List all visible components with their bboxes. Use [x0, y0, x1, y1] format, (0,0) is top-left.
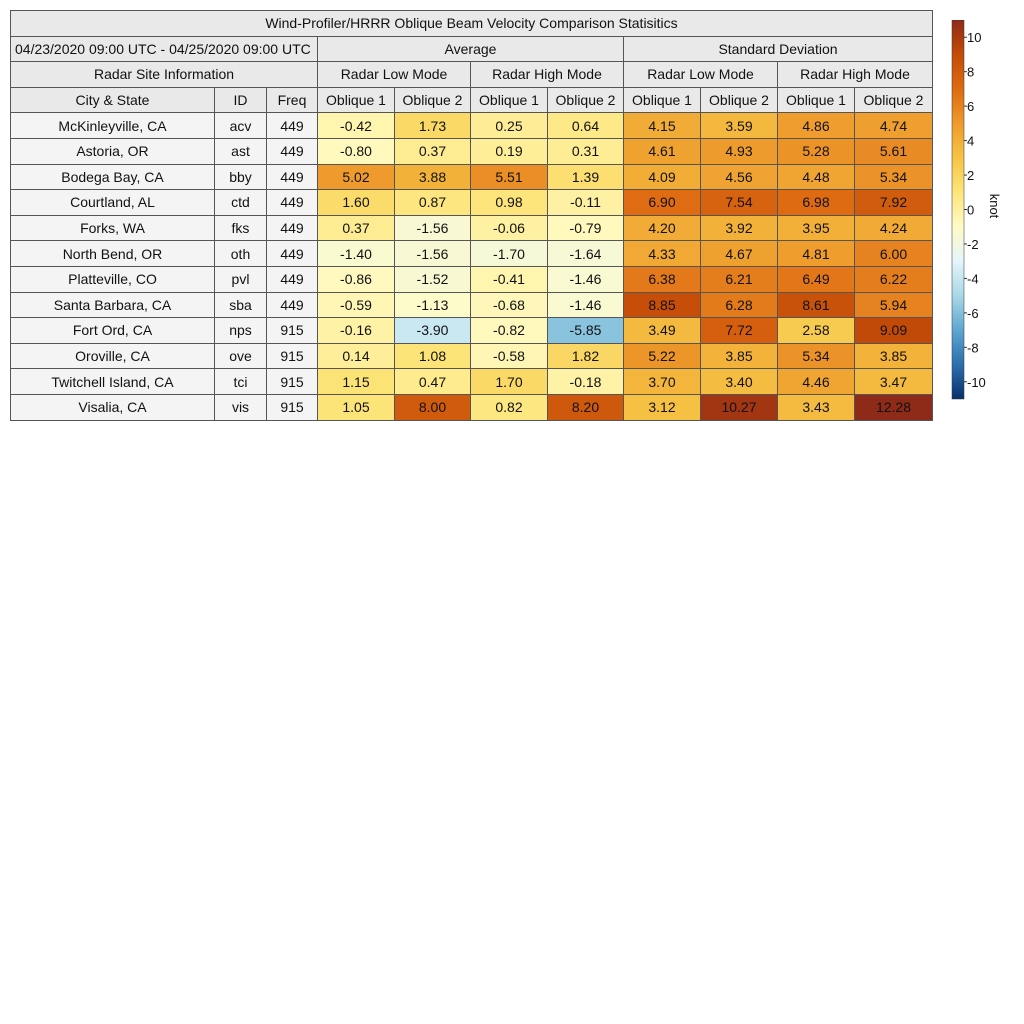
cell-freq: 449	[267, 215, 318, 241]
colorbar-label: knot	[987, 193, 1002, 219]
average-header: Average	[318, 36, 624, 62]
value-cell: 4.61	[624, 138, 701, 164]
value-cell: 3.43	[778, 394, 855, 420]
colorbar-tick-label: -6	[967, 305, 979, 321]
cell-id: nps	[215, 318, 267, 344]
value-cell: 3.92	[701, 215, 778, 241]
value-cell: -0.16	[318, 318, 395, 344]
value-cell: 7.92	[855, 190, 933, 216]
col-header-freq: Freq	[267, 87, 318, 113]
std-high-mode-header: Radar High Mode	[778, 62, 933, 88]
colorbar-tick-label: -4	[967, 271, 979, 287]
table-row	[11, 318, 933, 344]
value-cell: 1.73	[395, 113, 471, 139]
value-cell: 6.90	[624, 190, 701, 216]
value-cell: -0.18	[548, 369, 624, 395]
value-cell: 4.67	[701, 241, 778, 267]
cell-id: ast	[215, 138, 267, 164]
value-cell: 3.70	[624, 369, 701, 395]
table-row	[11, 292, 933, 318]
value-cell: 9.09	[855, 318, 933, 344]
value-cell: 7.72	[701, 318, 778, 344]
value-cell: 4.56	[701, 164, 778, 190]
value-cell: 6.28	[701, 292, 778, 318]
value-cell: 8.61	[778, 292, 855, 318]
colorbar-tick-label: 8	[967, 64, 975, 80]
value-cell: 0.98	[471, 190, 548, 216]
col-header-value: Oblique 2	[701, 87, 778, 113]
colorbar-tick-label: -8	[967, 340, 979, 356]
table-row	[11, 113, 933, 139]
value-cell: 2.58	[778, 318, 855, 344]
value-cell: 0.14	[318, 343, 395, 369]
colorbar-tick-label: 0	[967, 202, 975, 218]
value-cell: -1.56	[395, 215, 471, 241]
value-cell: -0.11	[548, 190, 624, 216]
value-cell: -1.56	[395, 241, 471, 267]
cell-city: Bodega Bay, CA	[11, 164, 215, 190]
cell-city: Oroville, CA	[11, 343, 215, 369]
value-cell: -0.68	[471, 292, 548, 318]
col-header-city: City & State	[11, 87, 215, 113]
value-cell: 12.28	[855, 394, 933, 420]
table-title: Wind-Profiler/HRRR Oblique Beam Velocity Comparison Statisitics	[11, 11, 933, 37]
value-cell: 1.70	[471, 369, 548, 395]
cell-freq: 449	[267, 190, 318, 216]
cell-freq: 449	[267, 266, 318, 292]
value-cell: 8.20	[548, 394, 624, 420]
value-cell: 5.34	[778, 343, 855, 369]
cell-freq: 915	[267, 318, 318, 344]
std-dev-header: Standard Deviation	[624, 36, 933, 62]
value-cell: 3.59	[701, 113, 778, 139]
cell-freq: 449	[267, 164, 318, 190]
cell-id: acv	[215, 113, 267, 139]
cell-id: tci	[215, 369, 267, 395]
colorbar-tick-label: -10	[967, 374, 986, 390]
value-cell: 5.22	[624, 343, 701, 369]
table-row	[11, 190, 933, 216]
date-range: 04/23/2020 09:00 UTC - 04/25/2020 09:00 UTC	[11, 36, 318, 62]
value-cell: -5.85	[548, 318, 624, 344]
value-cell: -1.40	[318, 241, 395, 267]
value-cell: 5.61	[855, 138, 933, 164]
col-header-value: Oblique 2	[395, 87, 471, 113]
value-cell: 0.82	[471, 394, 548, 420]
value-cell: -0.82	[471, 318, 548, 344]
value-cell: -1.46	[548, 292, 624, 318]
value-cell: 0.19	[471, 138, 548, 164]
col-header-id: ID	[215, 87, 267, 113]
value-cell: 3.40	[701, 369, 778, 395]
cell-freq: 449	[267, 241, 318, 267]
col-header-value: Oblique 2	[855, 87, 933, 113]
value-cell: 4.74	[855, 113, 933, 139]
cell-id: oth	[215, 241, 267, 267]
value-cell: -1.70	[471, 241, 548, 267]
value-cell: 0.37	[395, 138, 471, 164]
value-cell: 5.34	[855, 164, 933, 190]
cell-freq: 449	[267, 113, 318, 139]
value-cell: 4.81	[778, 241, 855, 267]
colorbar-tick-label: 10	[967, 30, 982, 46]
table-row	[11, 266, 933, 292]
cell-id: fks	[215, 215, 267, 241]
value-cell: 3.85	[701, 343, 778, 369]
value-cell: -1.46	[548, 266, 624, 292]
cell-city: Astoria, OR	[11, 138, 215, 164]
value-cell: 0.37	[318, 215, 395, 241]
cell-city: Twitchell Island, CA	[11, 369, 215, 395]
cell-city: Santa Barbara, CA	[11, 292, 215, 318]
cell-freq: 449	[267, 292, 318, 318]
value-cell: 4.09	[624, 164, 701, 190]
cell-id: sba	[215, 292, 267, 318]
value-cell: 4.20	[624, 215, 701, 241]
value-cell: 5.28	[778, 138, 855, 164]
cell-id: ctd	[215, 190, 267, 216]
value-cell: 0.31	[548, 138, 624, 164]
cell-city: Forks, WA	[11, 215, 215, 241]
value-cell: 1.15	[318, 369, 395, 395]
colorbar-gradient	[952, 20, 964, 399]
cell-id: ove	[215, 343, 267, 369]
value-cell: 1.82	[548, 343, 624, 369]
value-cell: 8.00	[395, 394, 471, 420]
value-cell: -1.52	[395, 266, 471, 292]
value-cell: 0.64	[548, 113, 624, 139]
cell-city: North Bend, OR	[11, 241, 215, 267]
table-row	[11, 241, 933, 267]
value-cell: 3.47	[855, 369, 933, 395]
value-cell: 4.93	[701, 138, 778, 164]
value-cell: 8.85	[624, 292, 701, 318]
value-cell: 3.85	[855, 343, 933, 369]
cell-city: Platteville, CO	[11, 266, 215, 292]
value-cell: 1.60	[318, 190, 395, 216]
value-cell: -0.06	[471, 215, 548, 241]
colorbar	[946, 20, 1016, 410]
cell-freq: 449	[267, 138, 318, 164]
value-cell: -0.41	[471, 266, 548, 292]
cell-city: Fort Ord, CA	[11, 318, 215, 344]
value-cell: 4.46	[778, 369, 855, 395]
value-cell: 4.48	[778, 164, 855, 190]
colorbar-tick-label: 6	[967, 99, 975, 115]
value-cell: 6.21	[701, 266, 778, 292]
value-cell: 4.33	[624, 241, 701, 267]
colorbar-tick-label: 4	[967, 133, 975, 149]
value-cell: 6.49	[778, 266, 855, 292]
avg-low-mode-header: Radar Low Mode	[318, 62, 471, 88]
table-row	[11, 343, 933, 369]
value-cell: -0.59	[318, 292, 395, 318]
value-cell: 10.27	[701, 394, 778, 420]
col-header-value: Oblique 1	[471, 87, 548, 113]
cell-city: Visalia, CA	[11, 394, 215, 420]
value-cell: -3.90	[395, 318, 471, 344]
cell-freq: 915	[267, 343, 318, 369]
value-cell: -0.79	[548, 215, 624, 241]
col-header-value: Oblique 1	[624, 87, 701, 113]
table-row	[11, 215, 933, 241]
value-cell: 0.47	[395, 369, 471, 395]
colorbar-tick-label: -2	[967, 236, 979, 252]
value-cell: 5.94	[855, 292, 933, 318]
cell-freq: 915	[267, 369, 318, 395]
value-cell: 6.22	[855, 266, 933, 292]
value-cell: 3.88	[395, 164, 471, 190]
value-cell: 4.86	[778, 113, 855, 139]
statistics-table	[10, 10, 933, 421]
value-cell: 4.15	[624, 113, 701, 139]
value-cell: 1.39	[548, 164, 624, 190]
value-cell: 6.00	[855, 241, 933, 267]
cell-id: vis	[215, 394, 267, 420]
value-cell: 0.25	[471, 113, 548, 139]
value-cell: 7.54	[701, 190, 778, 216]
cell-freq: 915	[267, 394, 318, 420]
value-cell: 6.38	[624, 266, 701, 292]
std-low-mode-header: Radar Low Mode	[624, 62, 778, 88]
value-cell: -1.64	[548, 241, 624, 267]
value-cell: -0.58	[471, 343, 548, 369]
table-row	[11, 369, 933, 395]
value-cell: 4.24	[855, 215, 933, 241]
cell-city: Courtland, AL	[11, 190, 215, 216]
value-cell: 0.87	[395, 190, 471, 216]
colorbar-tick-label: 2	[967, 168, 975, 184]
value-cell: 5.51	[471, 164, 548, 190]
value-cell: 3.12	[624, 394, 701, 420]
col-header-value: Oblique 1	[778, 87, 855, 113]
cell-city: McKinleyville, CA	[11, 113, 215, 139]
value-cell: 3.49	[624, 318, 701, 344]
cell-id: bby	[215, 164, 267, 190]
value-cell: -1.13	[395, 292, 471, 318]
value-cell: -0.42	[318, 113, 395, 139]
value-cell: 3.95	[778, 215, 855, 241]
table-row	[11, 164, 933, 190]
site-info-header: Radar Site Information	[11, 62, 318, 88]
col-header-value: Oblique 2	[548, 87, 624, 113]
col-header-value: Oblique 1	[318, 87, 395, 113]
value-cell: -0.86	[318, 266, 395, 292]
table-row	[11, 394, 933, 420]
avg-high-mode-header: Radar High Mode	[471, 62, 624, 88]
value-cell: 5.02	[318, 164, 395, 190]
value-cell: 6.98	[778, 190, 855, 216]
value-cell: -0.80	[318, 138, 395, 164]
value-cell: 1.08	[395, 343, 471, 369]
value-cell: 1.05	[318, 394, 395, 420]
cell-id: pvl	[215, 266, 267, 292]
table-row	[11, 138, 933, 164]
